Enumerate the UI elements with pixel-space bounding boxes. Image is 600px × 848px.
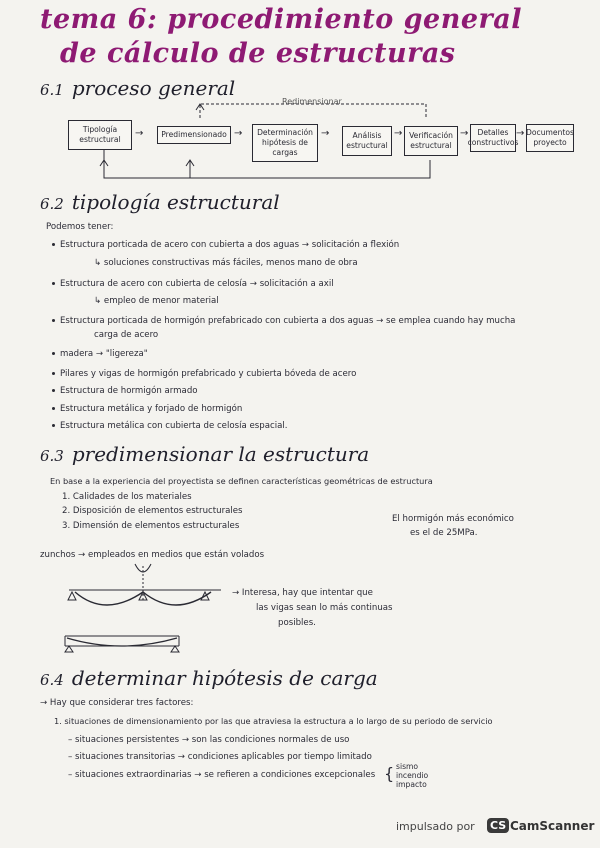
section-6-2-heading (40, 190, 280, 214)
section-title: proceso general (71, 76, 236, 100)
list-item: ↳ soluciones constructivas más fáciles, menos mano de obra (94, 258, 358, 268)
section-6-3-heading (40, 442, 369, 466)
section-title: determinar hipótesis de carga (71, 666, 378, 690)
list-item: 2. Disposición de elementos estructurales (62, 506, 243, 516)
section-6-4-intro: → Hay que considerar tres factores: (40, 698, 194, 708)
process-box-documentos: Documentos proyecto (526, 124, 574, 152)
arrow-icon: → (394, 128, 403, 139)
feedback-label: Redimensionar (282, 97, 342, 106)
list-item: Estructura de acero con cubierta de celosía → solicitación a axil (52, 279, 334, 289)
title-line-2: de cálculo de estructuras (60, 38, 456, 69)
process-box-predimensionado: Predimensionado (157, 126, 231, 144)
arrow-icon: → (135, 128, 144, 139)
brace-icon: { (384, 764, 395, 783)
section-6-2-intro: Podemos tener: (46, 222, 114, 232)
process-box-detalles: Detalles constructivos (470, 124, 516, 152)
list-item: – situaciones extraordinarias → se refieren a condiciones excepcionales (68, 770, 376, 780)
brace-item: impacto (396, 780, 427, 789)
section-number: 6.3 (40, 447, 64, 465)
brace-item: incendio (396, 771, 429, 780)
list-item: Estructura porticada de hormigón prefabricado con cubierta a dos aguas → se emplea cuando hay mucha (52, 316, 515, 326)
section-6-3-intro: En base a la experiencia del proyectista se definen características geométricas de estructura (50, 476, 433, 486)
process-box-analisis: Análisis estructural (342, 126, 392, 156)
remark-line: las vigas sean lo más continuas (256, 603, 393, 613)
list-item: 3. Dimensión de elementos estructurales (62, 521, 240, 531)
list-item: – situaciones persistentes → son las condiciones normales de uso (68, 735, 350, 745)
section-title: predimensionar la estructura (71, 442, 370, 466)
powered-by-label: impulsado por (396, 820, 475, 833)
remark-line: → Interesa, hay que intentar que (232, 588, 373, 598)
arrow-icon: → (460, 128, 469, 139)
list-item: 1. situaciones de dimensionamiento por las que atraviesa la estructura a lo largo de su periodo de servicio (54, 716, 493, 726)
section-title: tipología estructural (71, 190, 280, 214)
brand-name: CamScanner (510, 819, 595, 833)
section-6-4-heading (40, 666, 378, 690)
title-line-1: tema 6: procedimiento general (40, 4, 522, 35)
note-line: es el de 25MPa. (410, 528, 478, 538)
list-item: Pilares y vigas de hormigón prefabricado y cubierta bóveda de acero (52, 369, 356, 379)
arrow-icon: → (234, 128, 243, 139)
camscanner-logo-icon: CS (487, 818, 509, 833)
process-box-verificacion: Verificación estructural (404, 126, 458, 156)
arrow-icon: → (321, 128, 330, 139)
list-item: madera → "ligereza" (52, 349, 148, 359)
list-item: Estructura metálica y forjado de hormigón (52, 404, 242, 414)
list-item: carga de acero (94, 330, 159, 340)
list-item: ↳ empleo de menor material (94, 296, 219, 306)
process-box-tipologia: Tipología estructural (68, 120, 132, 150)
note-line: El hormigón más económico (392, 514, 514, 524)
list-item: 1. Calidades de los materiales (62, 492, 192, 502)
list-item: Estructura porticada de acero con cubierta a dos aguas → solicitación a flexión (52, 240, 399, 250)
zunchos-note: zunchos → empleados en medios que están volados (40, 550, 265, 560)
list-item: Estructura de hormigón armado (52, 386, 198, 396)
section-number: 6.2 (40, 195, 64, 213)
process-box-hipotesis: Determinación hipótesis de cargas (252, 124, 318, 162)
brace-item: sismo (396, 762, 419, 771)
list-item: – situaciones transitorias → condiciones aplicables por tiempo limitado (68, 752, 372, 762)
section-number: 6.1 (40, 81, 64, 99)
beam-sketches (55, 562, 235, 662)
arrow-icon: → (516, 128, 525, 139)
list-item: Estructura metálica con cubierta de celosía espacial. (52, 421, 287, 431)
section-number: 6.4 (40, 671, 64, 689)
remark-line: posibles. (278, 618, 316, 628)
